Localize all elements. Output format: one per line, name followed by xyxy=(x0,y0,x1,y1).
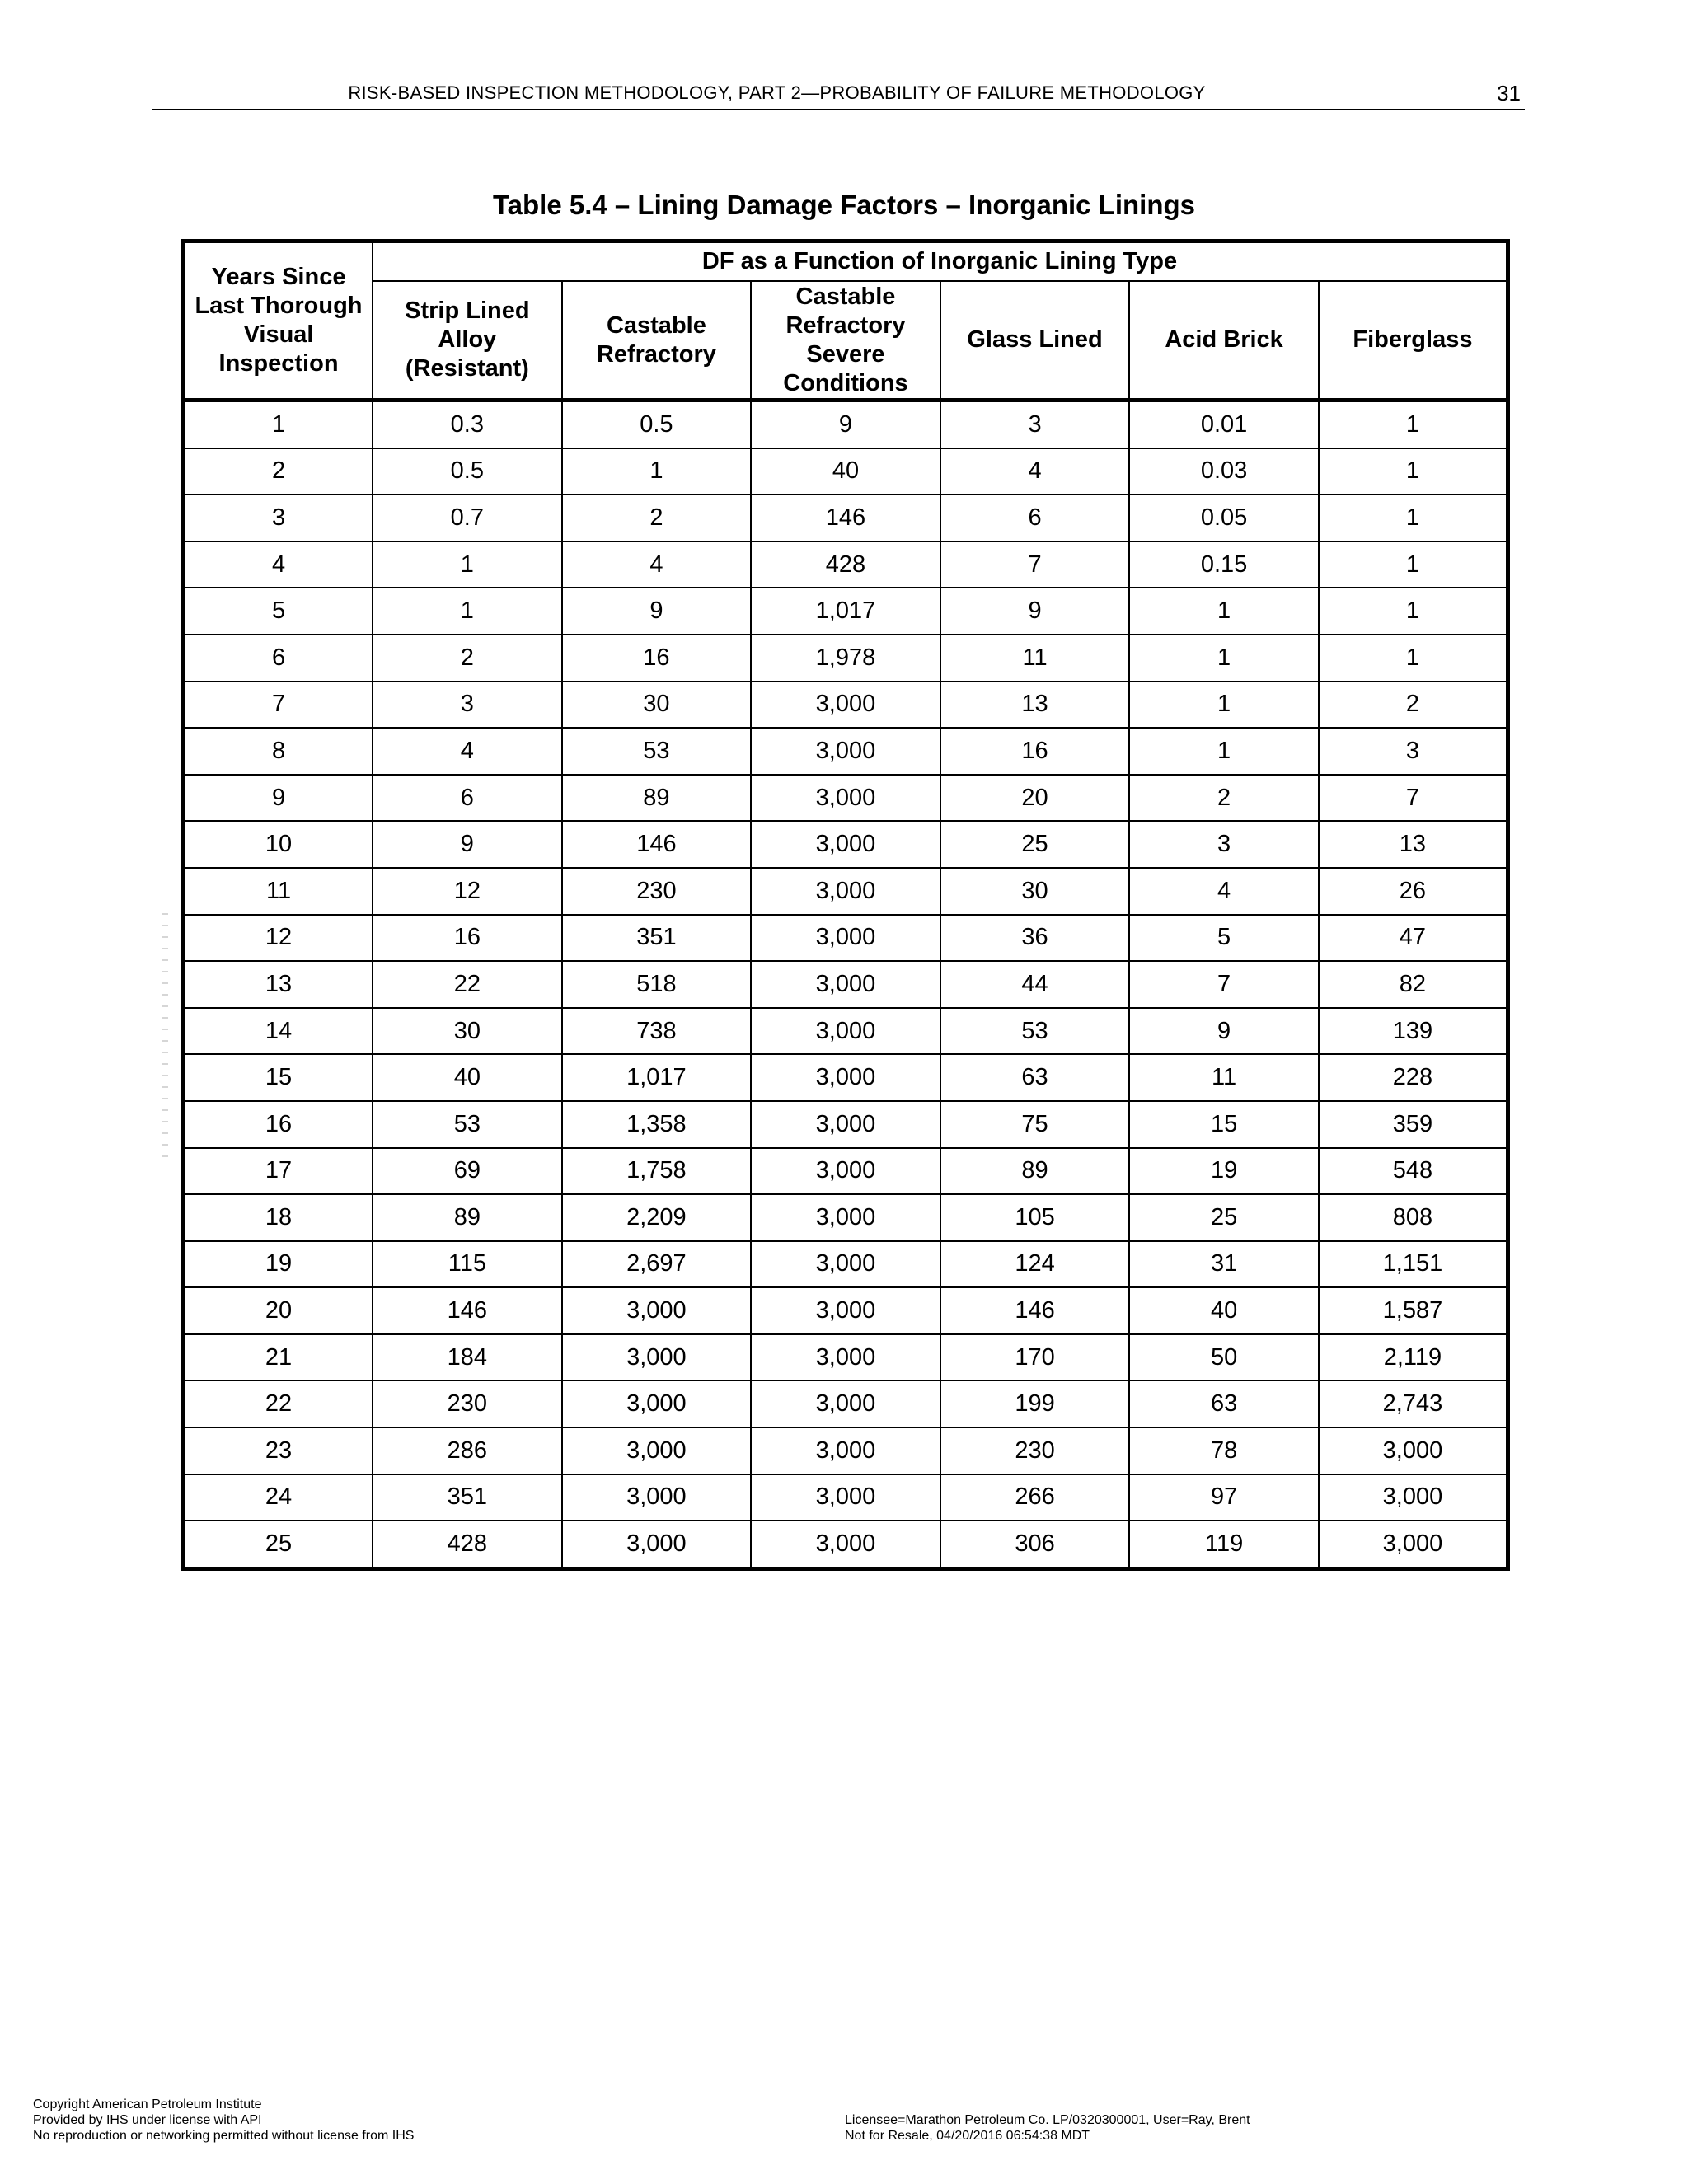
table-row xyxy=(184,494,1508,541)
df-value-cell: 6 xyxy=(940,494,1130,541)
df-value-cell: 3,000 xyxy=(751,1241,940,1288)
df-value-cell: 30 xyxy=(940,868,1130,915)
df-value-cell: 3,000 xyxy=(1319,1521,1508,1568)
years-cell: 14 xyxy=(184,1008,373,1055)
column-header: Castable Refractory xyxy=(562,281,752,401)
df-value-cell: 36 xyxy=(940,915,1130,962)
years-cell: 19 xyxy=(184,1241,373,1288)
table-row xyxy=(184,1148,1508,1195)
footer-line: Licensee=Marathon Petroleum Co. LP/0320300001, User=Ray, Brent xyxy=(845,2113,1250,2127)
margin-scan-marks xyxy=(162,913,168,1160)
years-cell: 13 xyxy=(184,961,373,1008)
column-header: Glass Lined xyxy=(940,281,1130,401)
df-value-cell: 1,358 xyxy=(562,1101,752,1148)
df-value-cell: 1 xyxy=(1129,635,1319,682)
table-row xyxy=(184,1380,1508,1427)
df-value-cell: 11 xyxy=(1129,1054,1319,1101)
df-value-cell: 1,587 xyxy=(1319,1287,1508,1334)
df-value-cell: 2 xyxy=(1129,775,1319,822)
df-value-cell: 3 xyxy=(940,401,1130,448)
df-value-cell: 306 xyxy=(940,1521,1130,1568)
df-value-cell: 53 xyxy=(373,1101,562,1148)
df-value-cell: 146 xyxy=(751,494,940,541)
df-value-cell: 26 xyxy=(1319,868,1508,915)
df-value-cell: 5 xyxy=(1129,915,1319,962)
table-row xyxy=(184,1241,1508,1288)
df-value-cell: 808 xyxy=(1319,1194,1508,1241)
df-value-cell: 3,000 xyxy=(1319,1427,1508,1474)
df-value-cell: 30 xyxy=(562,682,752,729)
table-row xyxy=(184,1008,1508,1055)
df-value-cell: 15 xyxy=(1129,1101,1319,1148)
years-cell: 24 xyxy=(184,1474,373,1521)
years-cell: 9 xyxy=(184,775,373,822)
df-value-cell: 89 xyxy=(373,1194,562,1241)
df-value-cell: 47 xyxy=(1319,915,1508,962)
footer-line: No reproduction or networking permitted without license from IHS xyxy=(33,2129,415,2143)
table-row xyxy=(184,1194,1508,1241)
df-value-cell: 3,000 xyxy=(751,682,940,729)
years-cell: 6 xyxy=(184,635,373,682)
column-header: Strip Lined Alloy (Resistant) xyxy=(373,281,562,401)
df-value-cell: 1 xyxy=(1129,682,1319,729)
years-cell: 21 xyxy=(184,1334,373,1381)
table-row xyxy=(184,541,1508,588)
footer-copyright xyxy=(33,2097,414,2144)
df-value-cell: 146 xyxy=(373,1287,562,1334)
df-value-cell: 11 xyxy=(940,635,1130,682)
df-value-cell: 0.5 xyxy=(373,448,562,495)
years-cell: 11 xyxy=(184,868,373,915)
years-cell: 7 xyxy=(184,682,373,729)
lining-damage-factor-table xyxy=(181,239,1510,1571)
table-row xyxy=(184,1521,1508,1568)
df-value-cell: 1 xyxy=(1319,588,1508,635)
df-value-cell: 44 xyxy=(940,961,1130,1008)
df-value-cell: 3,000 xyxy=(751,1148,940,1195)
footer-line: Not for Resale, 04/20/2016 06:54:38 MDT xyxy=(845,2129,1090,2143)
df-value-cell: 1 xyxy=(1319,541,1508,588)
years-cell: 20 xyxy=(184,1287,373,1334)
years-cell: 25 xyxy=(184,1521,373,1568)
footer-line: Copyright American Petroleum Institute xyxy=(33,2097,262,2111)
df-value-cell: 1,758 xyxy=(562,1148,752,1195)
df-value-cell: 351 xyxy=(373,1474,562,1521)
df-value-cell: 3,000 xyxy=(562,1427,752,1474)
years-cell: 15 xyxy=(184,1054,373,1101)
years-cell: 18 xyxy=(184,1194,373,1241)
df-value-cell: 2,697 xyxy=(562,1241,752,1288)
df-value-cell: 22 xyxy=(373,961,562,1008)
df-value-cell: 40 xyxy=(751,448,940,495)
df-value-cell: 3,000 xyxy=(1319,1474,1508,1521)
df-value-cell: 518 xyxy=(562,961,752,1008)
df-value-cell: 16 xyxy=(373,915,562,962)
df-value-cell: 3,000 xyxy=(751,1008,940,1055)
df-value-cell: 170 xyxy=(940,1334,1130,1381)
df-value-cell: 4 xyxy=(373,728,562,775)
df-value-cell: 119 xyxy=(1129,1521,1319,1568)
table-row xyxy=(184,448,1508,495)
page-number: 31 xyxy=(1497,81,1521,105)
df-value-cell: 3,000 xyxy=(751,1521,940,1568)
years-cell: 12 xyxy=(184,915,373,962)
df-value-cell: 1 xyxy=(1129,588,1319,635)
df-value-cell: 359 xyxy=(1319,1101,1508,1148)
df-value-cell: 3,000 xyxy=(562,1521,752,1568)
df-value-cell: 0.7 xyxy=(373,494,562,541)
years-cell: 4 xyxy=(184,541,373,588)
df-value-cell: 30 xyxy=(373,1008,562,1055)
table-row xyxy=(184,682,1508,729)
df-value-cell: 3,000 xyxy=(751,1101,940,1148)
df-value-cell: 7 xyxy=(1129,961,1319,1008)
table-row xyxy=(184,775,1508,822)
df-value-cell: 115 xyxy=(373,1241,562,1288)
df-value-cell: 82 xyxy=(1319,961,1508,1008)
df-value-cell: 40 xyxy=(1129,1287,1319,1334)
df-value-cell: 1,978 xyxy=(751,635,940,682)
df-value-cell: 228 xyxy=(1319,1054,1508,1101)
group-header: DF as a Function of Inorganic Lining Type xyxy=(373,241,1507,282)
df-value-cell: 19 xyxy=(1129,1148,1319,1195)
years-cell: 3 xyxy=(184,494,373,541)
years-cell: 16 xyxy=(184,1101,373,1148)
df-value-cell: 548 xyxy=(1319,1148,1508,1195)
df-value-cell: 1,151 xyxy=(1319,1241,1508,1288)
df-value-cell: 89 xyxy=(940,1148,1130,1195)
df-value-cell: 7 xyxy=(1319,775,1508,822)
df-value-cell: 0.3 xyxy=(373,401,562,448)
df-value-cell: 3,000 xyxy=(751,868,940,915)
df-value-cell: 50 xyxy=(1129,1334,1319,1381)
df-value-cell: 25 xyxy=(1129,1194,1319,1241)
df-value-cell: 3,000 xyxy=(751,1194,940,1241)
df-value-cell: 199 xyxy=(940,1380,1130,1427)
df-value-cell: 3,000 xyxy=(751,1054,940,1101)
table-row xyxy=(184,1101,1508,1148)
df-value-cell: 3,000 xyxy=(751,728,940,775)
df-value-cell: 4 xyxy=(1129,868,1319,915)
years-cell: 17 xyxy=(184,1148,373,1195)
df-value-cell: 31 xyxy=(1129,1241,1319,1288)
df-value-cell: 13 xyxy=(940,682,1130,729)
df-value-cell: 3,000 xyxy=(751,1334,940,1381)
df-value-cell: 97 xyxy=(1129,1474,1319,1521)
df-value-cell: 3 xyxy=(373,682,562,729)
df-value-cell: 1 xyxy=(1319,401,1508,448)
df-value-cell: 1 xyxy=(373,541,562,588)
df-value-cell: 230 xyxy=(562,868,752,915)
df-value-cell: 184 xyxy=(373,1334,562,1381)
df-value-cell: 3,000 xyxy=(751,775,940,822)
df-value-cell: 4 xyxy=(562,541,752,588)
df-value-cell: 124 xyxy=(940,1241,1130,1288)
df-value-cell: 0.03 xyxy=(1129,448,1319,495)
df-value-cell: 1 xyxy=(1129,728,1319,775)
df-value-cell: 53 xyxy=(562,728,752,775)
df-value-cell: 105 xyxy=(940,1194,1130,1241)
df-value-cell: 351 xyxy=(562,915,752,962)
df-value-cell: 2 xyxy=(562,494,752,541)
years-cell: 8 xyxy=(184,728,373,775)
df-value-cell: 9 xyxy=(1129,1008,1319,1055)
df-value-cell: 75 xyxy=(940,1101,1130,1148)
df-value-cell: 3,000 xyxy=(751,961,940,1008)
df-value-cell: 1 xyxy=(1319,448,1508,495)
df-value-cell: 25 xyxy=(940,821,1130,868)
df-value-cell: 0.15 xyxy=(1129,541,1319,588)
df-value-cell: 2,743 xyxy=(1319,1380,1508,1427)
df-value-cell: 1,017 xyxy=(751,588,940,635)
df-value-cell: 4 xyxy=(940,448,1130,495)
df-value-cell: 3,000 xyxy=(562,1287,752,1334)
df-value-cell: 146 xyxy=(940,1287,1130,1334)
table-row xyxy=(184,821,1508,868)
df-value-cell: 0.01 xyxy=(1129,401,1319,448)
df-value-cell: 428 xyxy=(751,541,940,588)
df-value-cell: 3 xyxy=(1129,821,1319,868)
df-value-cell: 2 xyxy=(1319,682,1508,729)
df-value-cell: 3,000 xyxy=(751,1474,940,1521)
years-cell: 5 xyxy=(184,588,373,635)
df-value-cell: 738 xyxy=(562,1008,752,1055)
table-row xyxy=(184,635,1508,682)
df-value-cell: 2,119 xyxy=(1319,1334,1508,1381)
df-value-cell: 230 xyxy=(373,1380,562,1427)
df-value-cell: 1 xyxy=(1319,635,1508,682)
table-row xyxy=(184,1427,1508,1474)
df-value-cell: 1 xyxy=(1319,494,1508,541)
table-row xyxy=(184,961,1508,1008)
df-value-cell: 89 xyxy=(562,775,752,822)
df-value-cell: 20 xyxy=(940,775,1130,822)
df-value-cell: 3,000 xyxy=(751,1287,940,1334)
df-value-cell: 0.05 xyxy=(1129,494,1319,541)
footer-license xyxy=(845,2097,1250,2144)
footer-line: Provided by IHS under license with API xyxy=(33,2113,262,2127)
row-header-years: Years Since Last Thorough Visual Inspection xyxy=(184,241,373,401)
table-row xyxy=(184,915,1508,962)
df-value-cell: 13 xyxy=(1319,821,1508,868)
df-value-cell: 1 xyxy=(562,448,752,495)
df-value-cell: 9 xyxy=(562,588,752,635)
table-row xyxy=(184,728,1508,775)
df-value-cell: 3,000 xyxy=(562,1334,752,1381)
df-value-cell: 7 xyxy=(940,541,1130,588)
years-cell: 2 xyxy=(184,448,373,495)
years-cell: 22 xyxy=(184,1380,373,1427)
df-value-cell: 3,000 xyxy=(751,1427,940,1474)
df-value-cell: 63 xyxy=(1129,1380,1319,1427)
df-value-cell: 428 xyxy=(373,1521,562,1568)
df-value-cell: 3,000 xyxy=(751,915,940,962)
df-value-cell: 9 xyxy=(940,588,1130,635)
table-row xyxy=(184,401,1508,448)
df-value-cell: 9 xyxy=(373,821,562,868)
running-title: RISK-BASED INSPECTION METHODOLOGY, PART 2—PROBABILITY OF FAILURE METHODOLOGY xyxy=(348,82,1206,103)
years-cell: 1 xyxy=(184,401,373,448)
df-value-cell: 3,000 xyxy=(751,821,940,868)
df-value-cell: 2,209 xyxy=(562,1194,752,1241)
footer-line xyxy=(845,2097,1250,2112)
column-header: Acid Brick xyxy=(1129,281,1319,401)
df-value-cell: 1 xyxy=(373,588,562,635)
df-value-cell: 6 xyxy=(373,775,562,822)
df-value-cell: 16 xyxy=(940,728,1130,775)
df-value-cell: 12 xyxy=(373,868,562,915)
table-row xyxy=(184,868,1508,915)
table-row xyxy=(184,1474,1508,1521)
df-value-cell: 2 xyxy=(373,635,562,682)
df-value-cell: 3 xyxy=(1319,728,1508,775)
df-value-cell: 63 xyxy=(940,1054,1130,1101)
table-row xyxy=(184,1334,1508,1381)
df-value-cell: 3,000 xyxy=(562,1380,752,1427)
df-value-cell: 266 xyxy=(940,1474,1130,1521)
df-value-cell: 69 xyxy=(373,1148,562,1195)
df-value-cell: 78 xyxy=(1129,1427,1319,1474)
df-value-cell: 286 xyxy=(373,1427,562,1474)
table-row xyxy=(184,1054,1508,1101)
years-cell: 10 xyxy=(184,821,373,868)
df-value-cell: 0.5 xyxy=(562,401,752,448)
running-header xyxy=(152,79,1525,110)
table-title: Table 5.4 – Lining Damage Factors – Inorganic Linings xyxy=(492,190,1196,220)
df-value-cell: 139 xyxy=(1319,1008,1508,1055)
df-value-cell: 146 xyxy=(562,821,752,868)
years-cell: 23 xyxy=(184,1427,373,1474)
df-value-cell: 1,017 xyxy=(562,1054,752,1101)
df-value-cell: 9 xyxy=(751,401,940,448)
df-value-cell: 230 xyxy=(940,1427,1130,1474)
df-value-cell: 40 xyxy=(373,1054,562,1101)
table-body xyxy=(184,401,1508,1569)
df-value-cell: 53 xyxy=(940,1008,1130,1055)
column-header: Castable Refractory Severe Conditions xyxy=(751,281,940,401)
table-row xyxy=(184,588,1508,635)
column-header: Fiberglass xyxy=(1319,281,1508,401)
table-row xyxy=(184,1287,1508,1334)
df-value-cell: 3,000 xyxy=(562,1474,752,1521)
df-value-cell: 16 xyxy=(562,635,752,682)
df-value-cell: 3,000 xyxy=(751,1380,940,1427)
